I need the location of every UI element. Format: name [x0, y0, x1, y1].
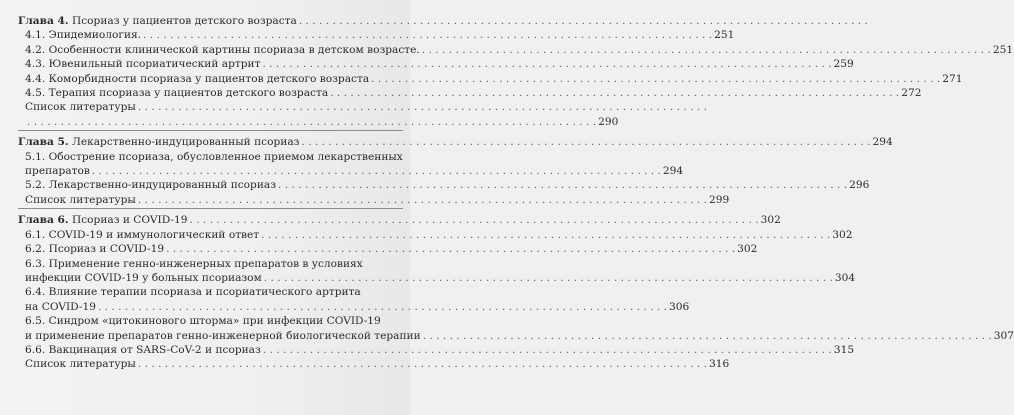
toc-entry [18, 28, 735, 42]
leader-dots [299, 14, 868, 28]
toc-entry [18, 257, 403, 271]
toc-entry-continuation [18, 329, 1014, 343]
entry-text: 6.6. Вакцинация от SARS-CoV-2 и псориаз [25, 343, 261, 356]
leader-dots [166, 242, 735, 256]
leader-dots [98, 300, 667, 314]
page-number: 302 [832, 228, 853, 241]
leader-dots [138, 193, 707, 207]
leader-dots [262, 57, 831, 71]
page-number: 251 [714, 29, 735, 42]
page-number: 304 [834, 271, 856, 284]
chapter-label: Глава 4. [18, 15, 69, 27]
entry-text: Список литературы [25, 101, 136, 114]
chapter-label: Глава 5. [18, 136, 69, 149]
toc-entry [18, 228, 853, 242]
page-number: 272 [901, 87, 922, 100]
toc-entry [18, 178, 870, 192]
leader-dots [261, 228, 830, 242]
leader-dots [330, 86, 899, 100]
entry-text: 5.1. Обострение псориаза, обусловленное приемом лекарственных [25, 150, 403, 163]
page-number: 302 [737, 243, 758, 256]
entry-text: 4.5. Терапия псориаза у пациентов детского возраста [25, 87, 329, 100]
toc-entry [18, 86, 922, 100]
entry-text: 4.4. Коморбидности псориаза у пациентов детского возраста [25, 72, 370, 85]
page-number: 294 [872, 136, 893, 149]
divider [18, 208, 403, 209]
leader-dots [263, 343, 832, 357]
entry-text: 6.2. Псориаз и COVID-19 [25, 243, 165, 256]
leader-dots [27, 115, 596, 129]
chapter-4-heading [18, 14, 403, 28]
page-number: 296 [849, 179, 870, 192]
leader-dots [92, 164, 661, 178]
leader-dots [189, 213, 758, 227]
toc-entry-continuation [18, 300, 690, 314]
page-number: 316 [708, 358, 730, 371]
entry-text: 6.4. Влияние терапии псориаза и псориатического артрита [25, 286, 361, 299]
chapter-6-heading [18, 213, 781, 227]
toc-entry [18, 150, 403, 164]
entry-text: Список литературы [25, 193, 136, 206]
references-page-row [18, 115, 619, 129]
leader-dots [143, 28, 712, 42]
entry-text: 4.1. Эпидемиология. [25, 29, 142, 42]
page-number: 302 [760, 214, 781, 227]
toc-entry-continuation [18, 164, 684, 178]
entry-text: 6.1. COVID-19 и иммунологический ответ [25, 228, 260, 241]
references-entry [18, 193, 730, 207]
toc-entry [18, 314, 403, 328]
references-entry [18, 357, 730, 371]
entry-text: 5.2. Лекарственно-индуцированный псориаз [25, 179, 276, 192]
chapter-title: Лекарственно-индуцированный псориаз [72, 136, 300, 149]
leader-dots [138, 357, 707, 371]
toc-entry-continuation [18, 271, 856, 285]
toc-entry [18, 43, 1014, 57]
toc-entry [18, 242, 758, 256]
entry-text: инфекции COVID-19 у больных псориазом [25, 271, 262, 284]
entry-text: и применение препаратов генно-инженерной биологической терапии [25, 329, 421, 342]
entry-text: 4.2. Особенности клинической картины псориаза в детском возрасте. [25, 43, 420, 56]
page-number: 306 [669, 300, 690, 313]
entry-text: препаратов [25, 165, 90, 178]
toc-entry [18, 57, 854, 71]
leader-dots [301, 135, 870, 149]
leader-dots [371, 72, 940, 86]
toc-entry [18, 285, 403, 299]
leader-dots [422, 43, 991, 57]
leader-dots [423, 329, 992, 343]
entry-text: 6.3. Применение генно-инженерных препаратов в условиях [25, 257, 363, 270]
page-number: 259 [833, 58, 854, 71]
page-number: 290 [598, 115, 619, 128]
references-entry [18, 100, 403, 114]
page-number: 307 [993, 329, 1014, 342]
page-number: 271 [942, 72, 963, 85]
chapter-title: Псориаз у пациентов детского возраста [72, 15, 297, 27]
page-number: 315 [833, 343, 855, 356]
page-number: 299 [708, 193, 730, 206]
page-number: 251 [992, 43, 1014, 56]
divider [18, 130, 403, 131]
table-of-contents [18, 14, 1014, 372]
entry-text: на COVID-19 [25, 300, 96, 313]
entry-text: 4.3. Ювенильный псориатический артрит [25, 58, 261, 71]
toc-entry [18, 72, 963, 86]
toc-entry [18, 343, 855, 357]
chapter-title: Псориаз и COVID-19 [72, 214, 188, 227]
chapter-label: Глава 6. [18, 214, 69, 227]
leader-dots [264, 271, 833, 285]
chapter-5-heading [18, 135, 893, 149]
entry-text: 6.5. Синдром «цитокинового шторма» при инфекции COVID-19 [25, 315, 381, 328]
entry-text: Список литературы [25, 358, 136, 371]
page-number: 294 [662, 165, 684, 178]
leader-dots [138, 100, 707, 114]
leader-dots [278, 178, 847, 192]
